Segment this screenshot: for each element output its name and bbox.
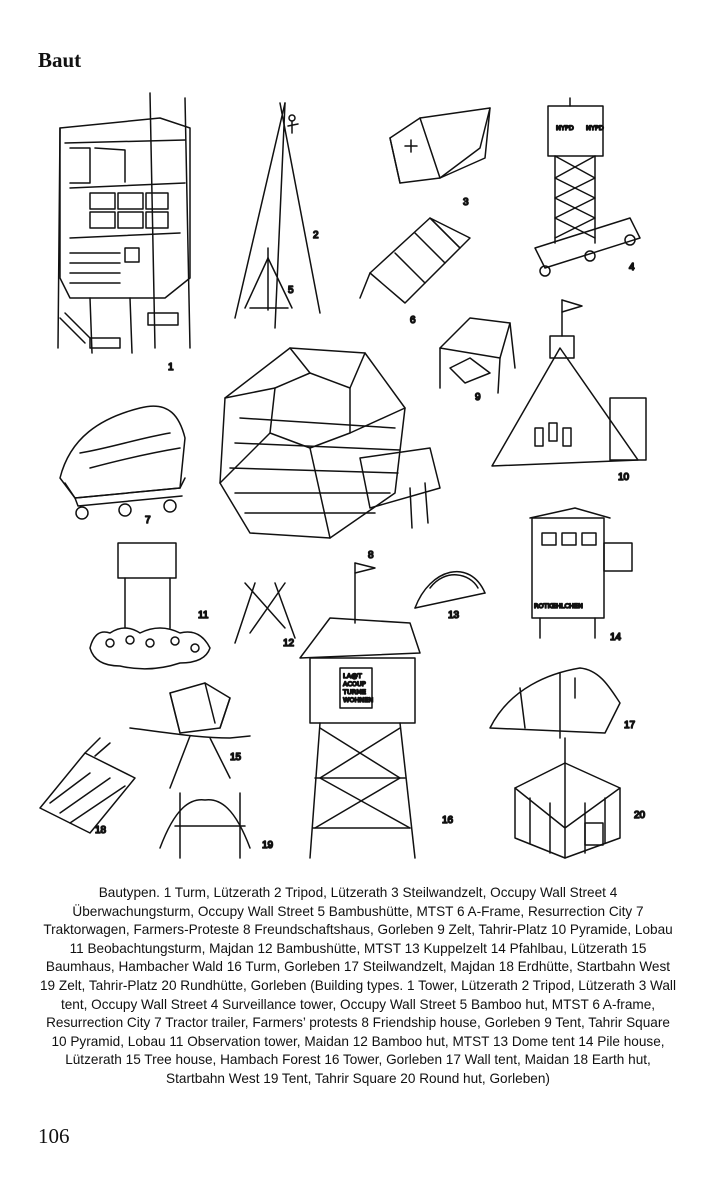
label-20: 20 <box>634 810 646 821</box>
building-types-illustration <box>30 88 690 878</box>
section-heading: Baut <box>38 48 82 72</box>
building-5-bamboo-hut <box>245 248 294 310</box>
building-2-tripod <box>235 103 320 328</box>
building-16-tower-gorleben <box>300 563 454 858</box>
sign-tower-line-3: TURME <box>343 688 366 696</box>
building-20-round-hut <box>515 738 646 858</box>
sign-nypd-1: NYPD <box>556 124 574 132</box>
label-11: 11 <box>198 610 209 621</box>
building-3-wall-tent <box>390 108 490 208</box>
sign-tower-line-1: LA@T <box>343 672 362 680</box>
label-3: 3 <box>463 197 469 208</box>
label-15: 15 <box>230 752 242 763</box>
sign-rotkehlchen: ROTKEHLCHEN <box>534 602 583 610</box>
building-1-tower <box>58 93 190 373</box>
building-7-tractor-trailer <box>60 406 185 526</box>
label-17: 17 <box>624 720 636 731</box>
sign-tower-line-4: WOHNEN <box>343 696 374 704</box>
label-7: 7 <box>145 515 151 526</box>
sign-nypd-2: NYPD <box>586 124 604 132</box>
building-19-tent-tahrir <box>160 793 274 858</box>
label-4: 4 <box>629 262 635 273</box>
label-1: 1 <box>168 362 174 373</box>
building-6-a-frame <box>360 218 470 326</box>
building-4-surveillance-tower <box>535 98 640 276</box>
label-18: 18 <box>95 825 107 836</box>
building-18-earth-hut <box>40 738 135 836</box>
sign-tower-line-2: ACOUP <box>343 680 366 688</box>
building-10-pyramid <box>492 300 646 483</box>
label-16: 16 <box>442 815 454 826</box>
building-17-wall-tent-maidan <box>490 668 636 738</box>
building-12-bamboo-hut <box>235 583 295 649</box>
label-19: 19 <box>262 840 274 851</box>
page-number: 106 <box>38 1124 70 1148</box>
building-15-tree-house <box>130 683 250 788</box>
building-8-friendship-house <box>220 348 440 561</box>
label-6: 6 <box>410 315 416 326</box>
building-13-dome-tent <box>415 572 485 621</box>
building-9-tent-tahrir <box>440 318 515 403</box>
label-13: 13 <box>448 610 460 621</box>
label-9: 9 <box>475 392 481 403</box>
label-5: 5 <box>288 285 294 296</box>
label-14: 14 <box>610 632 622 643</box>
figure-caption: Bautypen. 1 Turm, Lützerath 2 Tripod, Lützerath 3 Steilwandzelt, Occupy Wall Street 4 Überwachungsturm, Occupy Wall Street 5 Bambushütte, MTST 6 A-Frame, Resurrection City 7 Traktorwagen, Farmers-Proteste 8 Freundschaftshaus, Gorleben 9 Zelt, Tahrir-Platz 10 Pyramide, Lobau 11 Beobachtungsturm, Majdan 12 Bambushütte, MTST 13 Kuppelzelt 14 Pfahlbau, Lützerath 15 Baumhaus, Hambacher Wald 16 Turm, Gorleben 17 Steilwandzelt, Majdan 18 Erdhütte, Startbahn West 19 Zelt, Tahrir-Platz 20 Rundhütte, Gorleben (Building types. 1 Tower, Lützerath 2 Tripod, Lützerath 3 Wall tent, Occupy Wall Street 4 Surveillance tower, Occupy Wall Street 5 Bamboo hut, MTST 6 A-frame, Resurrection City 7 Tractor trailer, Farmers’ protests 8 Friendship house, Gorleben 9 Tent, Tahrir Square 10 Pyramid, Lobau 11 Observation tower, Maidan 12 Bamboo hut, MTST 13 Dome tent 14 Pile house, Lützerath 15 Tree house, Hambach Forest 16 Tower, Gorleben 17 Wall tent, Maidan 18 Earth hut, Startbahn West 19 Tent, Tahrir Square 20 Round hut, Gorleben) <box>40 885 676 1086</box>
label-2: 2 <box>313 230 319 241</box>
building-11-observation-tower <box>90 543 210 669</box>
building-14-pile-house <box>530 508 632 643</box>
label-12: 12 <box>283 638 295 649</box>
label-8: 8 <box>368 550 374 561</box>
label-10: 10 <box>618 472 630 483</box>
